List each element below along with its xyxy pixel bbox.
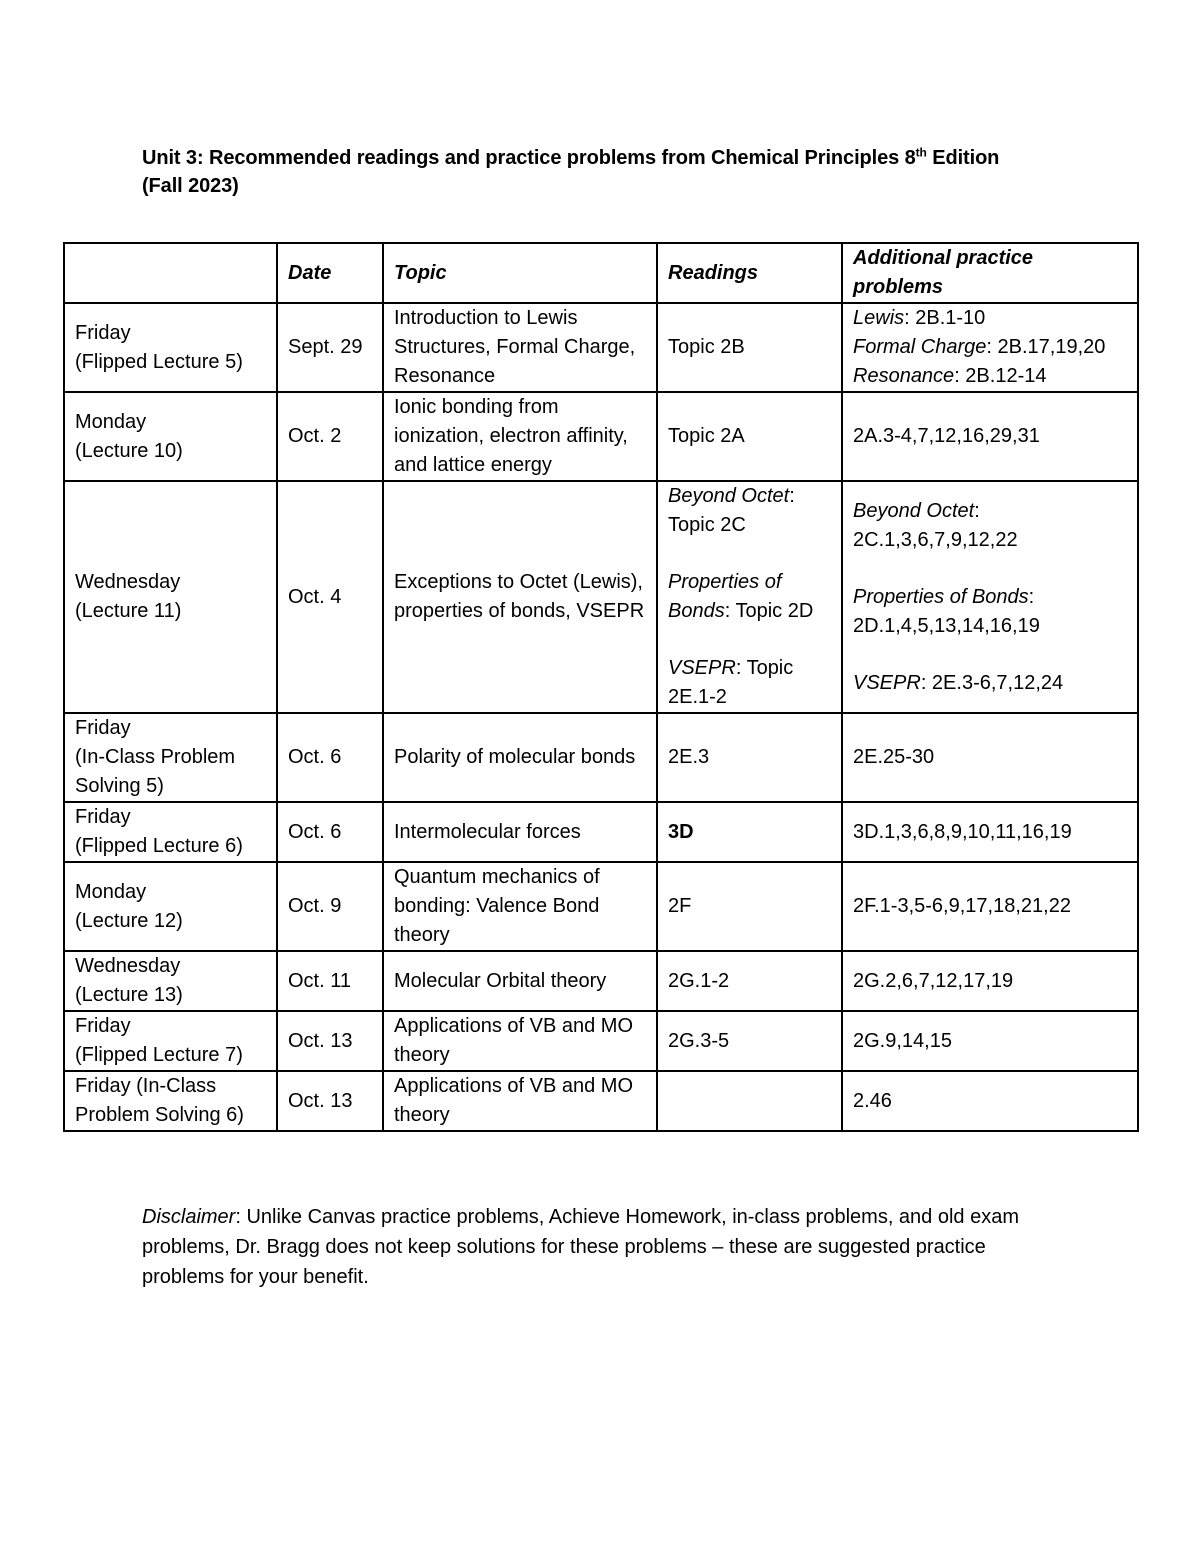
date-cell: Oct. 2 <box>277 392 383 481</box>
date-cell: Oct. 13 <box>277 1011 383 1071</box>
day-cell <box>64 862 277 951</box>
day-cell <box>64 392 277 481</box>
topic-cell: Applications of VB and MO theory <box>383 1011 657 1071</box>
problem-label: Properties of Bonds <box>853 585 1029 608</box>
date-cell: Oct. 11 <box>277 951 383 1011</box>
topic-cell: Intermolecular forces <box>383 802 657 862</box>
day-label: Wednesday <box>75 955 181 977</box>
reading-label: VSEPR <box>668 657 736 679</box>
title-main: Unit 3: Recommended readings and practice problems from Chemical Principles 8 <box>142 147 916 169</box>
problems-cell: 2.46 <box>842 1071 1138 1131</box>
day-label: Friday <box>75 806 131 828</box>
problem-label: Lewis <box>853 307 905 329</box>
table-row <box>64 951 1138 1011</box>
title-term: (Fall 2023) <box>142 175 239 197</box>
date-cell: Oct. 6 <box>277 802 383 862</box>
reading-cell: 2F <box>657 862 842 951</box>
problem-label: Formal Charge <box>853 336 987 358</box>
topic-cell: Ionic bonding from ionization, electron affinity, and lattice energy <box>383 392 657 481</box>
reading-label: Properties of Bonds <box>668 571 782 622</box>
header-cell-date: Date <box>277 243 383 303</box>
problem-value: : 2E.3-6,7,12,24 <box>920 671 1064 694</box>
day-label: Monday <box>75 880 147 903</box>
session-label: (In-Class Problem Solving 5) <box>75 746 236 797</box>
problem-value: : 2B.1-10 <box>904 307 986 329</box>
table-row <box>64 303 1138 392</box>
date-cell: Oct. 4 <box>277 481 383 713</box>
problem-label: VSEPR <box>853 671 921 694</box>
session-label: (Flipped Lecture 7) <box>75 1044 243 1066</box>
date-cell: Oct. 13 <box>277 1071 383 1131</box>
date-cell: Oct. 6 <box>277 713 383 802</box>
problem-value: : 2B.17,19,20 <box>986 336 1106 358</box>
day-cell <box>64 303 277 392</box>
header-cell-topic: Topic <box>383 243 657 303</box>
title-edition: Edition <box>926 147 1000 169</box>
problem-label: Beyond Octet <box>853 499 975 522</box>
reading-cell: 3D <box>657 802 842 862</box>
problem-value: 2D.1,4,5,13,14,16,19 <box>853 614 1040 637</box>
day-cell <box>64 802 277 862</box>
reading-cell <box>657 481 842 713</box>
reading-cell: 2G.3-5 <box>657 1011 842 1071</box>
session-label: Problem Solving 6) <box>75 1104 244 1126</box>
day-cell <box>64 713 277 802</box>
disclaimer-body: : Unlike Canvas practice problems, Achieve Homework, in-class problems, and old exam problems, Dr. Bragg does not keep solutions for these problems – these are suggested practice problems for your benefit. <box>142 1206 1020 1288</box>
reading-value: : Topic 2E.1-2 <box>668 657 794 708</box>
problems-cell: 2F.1-3,5-6,9,17,18,21,22 <box>842 862 1138 951</box>
session-label: (Flipped Lecture 6) <box>75 835 243 857</box>
day-label: Friday (In-Class <box>75 1075 217 1097</box>
topic-cell: Molecular Orbital theory <box>383 951 657 1011</box>
table-header-row <box>64 243 1138 303</box>
header-cell-day <box>64 243 277 303</box>
problems-cell: 3D.1,3,6,8,9,10,11,16,19 <box>842 802 1138 862</box>
disclaimer-label: Disclaimer <box>142 1206 236 1228</box>
session-label: (Lecture 12) <box>75 909 183 932</box>
day-cell <box>64 951 277 1011</box>
reading-cell <box>657 1071 842 1131</box>
table-row <box>64 862 1138 951</box>
disclaimer-text <box>142 1202 1042 1292</box>
table-row <box>64 713 1138 802</box>
session-label: (Lecture 11) <box>75 600 182 622</box>
session-label: (Lecture 13) <box>75 984 183 1006</box>
session-label: (Lecture 10) <box>75 439 183 462</box>
session-label: (Flipped Lecture 5) <box>75 350 243 373</box>
topic-cell: Introduction to Lewis Structures, Formal Charge, Resonance <box>383 303 657 392</box>
reading-cell: 2G.1-2 <box>657 951 842 1011</box>
topic-cell: Quantum mechanics of bonding: Valence Bond theory <box>383 862 657 951</box>
page-title <box>142 144 1102 200</box>
table-row <box>64 802 1138 862</box>
day-cell <box>64 1071 277 1131</box>
reading-cell: Topic 2B <box>657 303 842 392</box>
problems-cell <box>842 303 1138 392</box>
reading-cell: 2E.3 <box>657 713 842 802</box>
problem-value: : 2B.12-14 <box>954 365 1047 387</box>
problems-cell: 2G.9,14,15 <box>842 1011 1138 1071</box>
problems-cell: Beyond Octet: 2C.1,3,6,7,9,12,22 Properties of Bonds: 2D.1,4,5,13,14,16,19 VSEPR: 2E.3-6,7,12,24 <box>842 481 1138 713</box>
day-label: Friday <box>75 321 131 344</box>
day-label: Monday <box>75 410 147 433</box>
date-cell: Oct. 9 <box>277 862 383 951</box>
schedule-table <box>63 242 1139 1132</box>
table-row <box>64 392 1138 481</box>
day-cell <box>64 481 277 713</box>
table-row <box>64 1011 1138 1071</box>
topic-cell: Applications of VB and MO theory <box>383 1071 657 1131</box>
title-superscript: th <box>915 145 927 160</box>
reading-cell: Topic 2A <box>657 392 842 481</box>
reading-value: : Topic 2C <box>668 485 795 536</box>
table-row <box>64 481 1138 713</box>
topic-cell: Exceptions to Octet (Lewis), properties of bonds, VSEPR <box>383 481 657 713</box>
reading-value: : Topic 2D <box>724 600 814 622</box>
day-label: Friday <box>75 717 131 739</box>
day-label: Friday <box>75 1015 131 1037</box>
problems-cell: 2A.3-4,7,12,16,29,31 <box>842 392 1138 481</box>
header-cell-readings: Readings <box>657 243 842 303</box>
table-row <box>64 1071 1138 1131</box>
problems-cell: 2G.2,6,7,12,17,19 <box>842 951 1138 1011</box>
date-cell: Sept. 29 <box>277 303 383 392</box>
header-cell-problems: Additional practice problems <box>842 243 1138 303</box>
topic-cell: Polarity of molecular bonds <box>383 713 657 802</box>
problem-value: 2C.1,3,6,7,9,12,22 <box>853 528 1018 551</box>
problems-cell: 2E.25-30 <box>842 713 1138 802</box>
reading-label: Beyond Octet <box>668 485 790 507</box>
problem-label: Resonance <box>853 365 955 387</box>
day-cell <box>64 1011 277 1071</box>
day-label: Wednesday <box>75 571 181 593</box>
